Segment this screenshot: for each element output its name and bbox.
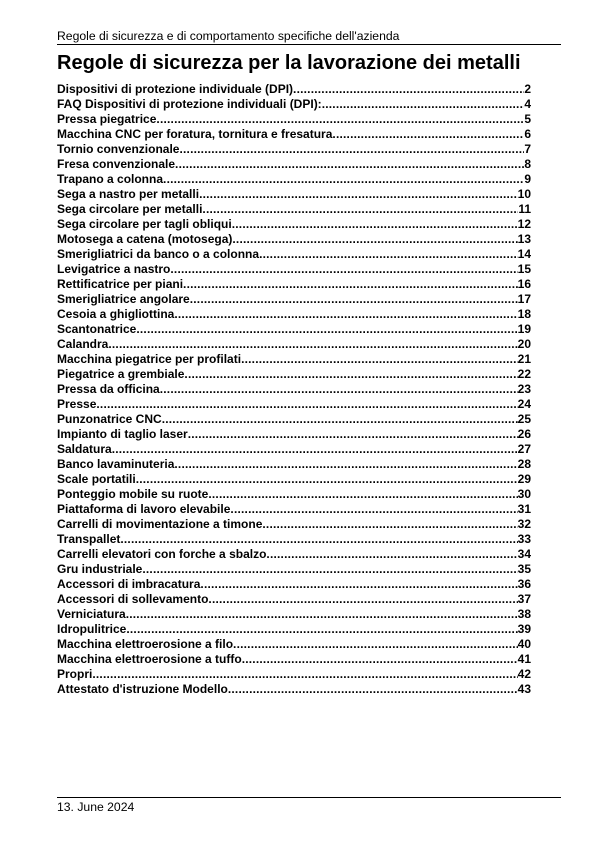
toc-entry-label: Motosega a catena (motosega) <box>57 232 233 246</box>
toc-entry[interactable] <box>57 127 531 142</box>
toc-leader-dots <box>332 127 524 142</box>
toc-entry-page-number: 29 <box>517 472 531 486</box>
toc-entry[interactable] <box>57 592 531 607</box>
toc-entry-page-number: 20 <box>517 337 531 351</box>
toc-entry-label: Ponteggio mobile su ruote <box>57 487 209 501</box>
toc-entry[interactable] <box>57 187 531 202</box>
toc-entry[interactable] <box>57 532 531 547</box>
document-title: Regole di sicurezza per la lavorazione dei metalli <box>57 52 521 74</box>
toc-entry-page-number: 39 <box>517 622 531 636</box>
toc-entry-page-number: 12 <box>517 217 531 231</box>
toc-leader-dots <box>120 532 517 547</box>
toc-entry[interactable] <box>57 427 531 442</box>
toc-leader-dots <box>183 277 518 292</box>
toc-leader-dots <box>266 547 517 562</box>
footer-divider <box>57 797 561 798</box>
toc-entry[interactable] <box>57 397 531 412</box>
toc-entry-page-number: 28 <box>517 457 531 471</box>
toc-entry-page-number: 42 <box>517 667 531 681</box>
toc-leader-dots <box>96 397 517 412</box>
toc-leader-dots <box>175 157 524 172</box>
toc-entry-label: Calandra <box>57 337 109 351</box>
toc-entry[interactable] <box>57 307 531 322</box>
toc-leader-dots <box>262 517 517 532</box>
toc-leader-dots <box>208 592 517 607</box>
toc-entry-label: Banco lavaminuteria <box>57 457 175 471</box>
toc-leader-dots <box>242 652 518 667</box>
toc-entry[interactable] <box>57 142 531 157</box>
toc-entry-page-number: 17 <box>517 292 531 306</box>
toc-entry[interactable] <box>57 442 531 457</box>
toc-entry-label: Scantonatrice <box>57 322 137 336</box>
toc-leader-dots <box>136 322 517 337</box>
toc-entry-page-number: 21 <box>517 352 531 366</box>
toc-entry-page-number: 19 <box>517 322 531 336</box>
toc-entry-page-number: 6 <box>524 127 531 141</box>
toc-entry[interactable] <box>57 217 531 232</box>
toc-entry-label: Punzonatrice CNC <box>57 412 162 426</box>
toc-entry-label: Idropulitrice <box>57 622 127 636</box>
toc-leader-dots <box>108 337 517 352</box>
toc-leader-dots <box>174 457 517 472</box>
toc-leader-dots <box>228 682 518 697</box>
toc-entry-label: Pressa da officina <box>57 382 160 396</box>
toc-leader-dots <box>92 667 517 682</box>
toc-entry-label: Attestato d'istruzione Modello <box>57 682 228 696</box>
toc-entry-page-number: 25 <box>517 412 531 426</box>
toc-entry-page-number: 36 <box>517 577 531 591</box>
toc-entry-label: Tornio convenzionale <box>57 142 180 156</box>
toc-entry-page-number: 31 <box>517 502 531 516</box>
toc-entry-label: FAQ Dispositivi di protezione individuali (DPI): <box>57 97 322 111</box>
toc-entry-label: Piegatrice a grembiale <box>57 367 185 381</box>
toc-entry-label: Levigatrice a nastro <box>57 262 171 276</box>
toc-entry[interactable] <box>57 487 531 502</box>
toc-entry-label: Piattaforma di lavoro elevabile <box>57 502 231 516</box>
toc-entry-label: Transpallet <box>57 532 121 546</box>
toc-entry-label: Verniciatura <box>57 607 126 621</box>
toc-leader-dots <box>230 502 517 517</box>
toc-leader-dots <box>322 97 525 112</box>
toc-entry[interactable] <box>57 277 531 292</box>
toc-entry-label: Propri <box>57 667 93 681</box>
toc-leader-dots <box>202 202 518 217</box>
toc-entry[interactable] <box>57 412 531 427</box>
toc-leader-dots <box>293 82 524 97</box>
toc-entry[interactable] <box>57 457 531 472</box>
toc-entry[interactable] <box>57 577 531 592</box>
toc-entry-label: Macchina elettroerosione a tuffo <box>57 652 242 666</box>
toc-leader-dots <box>179 142 524 157</box>
toc-entry-page-number: 18 <box>517 307 531 321</box>
toc-entry-label: Pressa piegatrice <box>57 112 157 126</box>
toc-leader-dots <box>232 232 517 247</box>
toc-leader-dots <box>142 562 517 577</box>
toc-entry-label: Carrelli di movimentazione a timone <box>57 517 263 531</box>
toc-entry-page-number: 33 <box>517 532 531 546</box>
toc-entry[interactable] <box>57 172 531 187</box>
toc-entry-label: Macchina CNC per foratura, tornitura e fresatura <box>57 127 333 141</box>
toc-entry-label: Smerigliatrici da banco o a colonna <box>57 247 260 261</box>
toc-entry-page-number: 2 <box>524 82 531 96</box>
toc-entry-label: Macchina piegatrice per profilati <box>57 352 242 366</box>
toc-leader-dots <box>126 607 518 622</box>
toc-entry[interactable] <box>57 352 531 367</box>
toc-entry[interactable] <box>57 472 531 487</box>
toc-leader-dots <box>170 262 517 277</box>
toc-entry-page-number: 43 <box>517 682 531 696</box>
toc-entry[interactable] <box>57 622 531 637</box>
toc-entry[interactable] <box>57 202 531 217</box>
toc-entry-label: Scale portatili <box>57 472 136 486</box>
toc-entry[interactable] <box>57 667 531 682</box>
toc-entry[interactable] <box>57 112 531 127</box>
toc-leader-dots <box>190 292 518 307</box>
toc-entry-label: Gru industriale <box>57 562 143 576</box>
toc-leader-dots <box>233 637 518 652</box>
toc-entry[interactable] <box>57 547 531 562</box>
toc-leader-dots <box>200 577 517 592</box>
toc-entry[interactable] <box>57 232 531 247</box>
toc-entry-page-number: 32 <box>517 517 531 531</box>
footer-date: 13. June 2024 <box>57 800 135 814</box>
toc-entry[interactable] <box>57 82 531 97</box>
toc-entry[interactable] <box>57 262 531 277</box>
toc-leader-dots <box>160 382 518 397</box>
toc-entry-page-number: 4 <box>524 97 531 111</box>
toc-entry-label: Sega circolare per tagli obliqui <box>57 217 232 231</box>
toc-entry[interactable] <box>57 607 531 622</box>
page-header: Regole di sicurezza e di comportamento specifiche dell'azienda <box>57 29 400 43</box>
toc-entry-label: Smerigliatrice angolare <box>57 292 190 306</box>
toc-entry-label: Sega a nastro per metalli <box>57 187 200 201</box>
toc-leader-dots <box>156 112 524 127</box>
toc-entry[interactable] <box>57 322 531 337</box>
toc-entry[interactable] <box>57 367 531 382</box>
toc-leader-dots <box>126 622 517 637</box>
toc-entry-page-number: 30 <box>517 487 531 501</box>
table-of-contents <box>57 82 531 697</box>
toc-leader-dots <box>112 442 518 457</box>
toc-entry-page-number: 5 <box>524 112 531 126</box>
toc-entry[interactable] <box>57 157 531 172</box>
toc-entry-label: Cesoia a ghigliottina <box>57 307 175 321</box>
toc-entry-page-number: 34 <box>517 547 531 561</box>
toc-entry-page-number: 15 <box>517 262 531 276</box>
toc-entry-page-number: 41 <box>517 652 531 666</box>
toc-entry[interactable] <box>57 637 531 652</box>
toc-leader-dots <box>199 187 518 202</box>
toc-entry-page-number: 23 <box>517 382 531 396</box>
toc-entry-label: Saldatura <box>57 442 112 456</box>
toc-entry[interactable] <box>57 382 531 397</box>
toc-entry-label: Sega circolare per metalli <box>57 202 203 216</box>
header-divider <box>57 44 561 45</box>
toc-entry-page-number: 38 <box>517 607 531 621</box>
toc-leader-dots <box>188 427 518 442</box>
toc-entry-label: Fresa convenzionale <box>57 157 176 171</box>
toc-leader-dots <box>162 412 518 427</box>
toc-leader-dots <box>208 487 517 502</box>
toc-entry-page-number: 22 <box>517 367 531 381</box>
toc-entry-page-number: 9 <box>524 172 531 186</box>
toc-entry-page-number: 26 <box>517 427 531 441</box>
toc-entry-page-number: 7 <box>524 142 531 156</box>
toc-entry-page-number: 35 <box>517 562 531 576</box>
toc-leader-dots <box>163 172 524 187</box>
toc-entry-page-number: 11 <box>518 202 531 216</box>
toc-entry-page-number: 13 <box>517 232 531 246</box>
toc-entry[interactable] <box>57 247 531 262</box>
toc-entry[interactable] <box>57 502 531 517</box>
toc-leader-dots <box>232 217 518 232</box>
toc-leader-dots <box>174 307 517 322</box>
toc-entry-page-number: 40 <box>517 637 531 651</box>
toc-entry[interactable] <box>57 97 531 112</box>
toc-entry-page-number: 8 <box>524 157 531 171</box>
toc-leader-dots <box>259 247 518 262</box>
toc-entry[interactable] <box>57 292 531 307</box>
toc-leader-dots <box>184 367 517 382</box>
toc-entry[interactable] <box>57 517 531 532</box>
toc-entry[interactable] <box>57 337 531 352</box>
toc-entry[interactable] <box>57 652 531 667</box>
toc-entry-label: Macchina elettroerosione a filo <box>57 637 234 651</box>
toc-entry-label: Impianto di taglio laser <box>57 427 188 441</box>
toc-leader-dots <box>241 352 518 367</box>
toc-entry-page-number: 14 <box>517 247 531 261</box>
toc-entry[interactable] <box>57 682 531 697</box>
toc-entry-page-number: 16 <box>517 277 531 291</box>
toc-entry-label: Accessori di imbracatura <box>57 577 201 591</box>
toc-leader-dots <box>136 472 518 487</box>
toc-entry-label: Dispositivi di protezione individuale (DPI) <box>57 82 294 96</box>
toc-entry-label: Presse <box>57 397 97 411</box>
toc-entry-label: Rettificatrice per piani <box>57 277 184 291</box>
toc-entry-page-number: 37 <box>517 592 531 606</box>
toc-entry-page-number: 24 <box>517 397 531 411</box>
toc-entry[interactable] <box>57 562 531 577</box>
toc-entry-label: Carrelli elevatori con forche a sbalzo <box>57 547 267 561</box>
toc-entry-label: Trapano a colonna <box>57 172 164 186</box>
toc-entry-label: Accessori di sollevamento <box>57 592 209 606</box>
toc-entry-page-number: 10 <box>517 187 531 201</box>
toc-entry-page-number: 27 <box>517 442 531 456</box>
